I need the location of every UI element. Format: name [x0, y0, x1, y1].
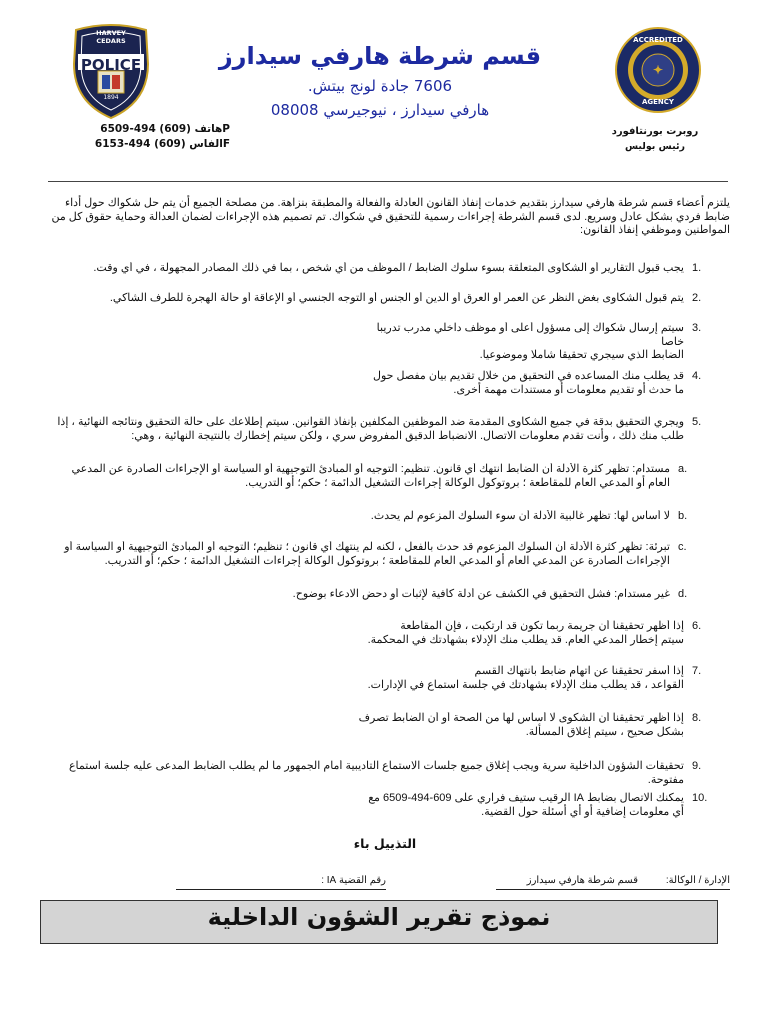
list-number: 2.: [692, 292, 702, 304]
list-text-line: إذا أظهر تحقيقنا أن الشكوى لا أساس لها من الصحة أو أن الضابط تصرف: [358, 712, 684, 724]
list-item-7: [314, 665, 714, 692]
list-text-line: ما حدث أو تقديم معلومات أو مستندات مهمة أخرى.: [453, 383, 684, 396]
address-line-2: هارفي سيدارز ، نيوجيرسي 08008: [270, 101, 490, 119]
list-text: يتم قبول الشكاوى بغض النظر عن العمر أو العرق أو الدين أو الجنس أو التوجه الجنسي أو الإعاقة أو حالة الهجرة للطرف الشاكي.: [109, 292, 684, 304]
department-agency-label: الإدارة / الوكالة:: [665, 875, 730, 886]
department-agency-field-line[interactable]: [496, 889, 730, 890]
sub-item-a: [56, 463, 696, 490]
sub-item-b: [56, 510, 696, 524]
list-text: يجب قبول التقارير أو الشكاوى المتعلقة بسوء سلوك الضابط / الموظف من أي شخص ، بما في ذلك المصادر المجهولة ، في أي وقت.: [93, 262, 684, 274]
sub-letter: c.: [678, 541, 687, 553]
list-item-10: [294, 792, 714, 819]
list-text-line: الضابط الذي سيجري تحقيقا شاملا وموضوعيا.: [479, 349, 684, 361]
list-number: 1.: [692, 262, 702, 274]
sub-item-c: [56, 541, 696, 568]
department-agency-value: قسم شرطة هارفي سيدارز: [526, 875, 638, 886]
sub-text: مستدام: تظهر كثرة الأدلة أن الضابط انتهك أي قانون. تنظيم: التوجيه أو المبادئ التوجيهية أو السياسة أو الإجراءات الصادرة عن المدعي العام أو المدعي العام للمقاطعة ؛ بروتوكول الوكالة إجراءات التشغيل الدائمة ؛ حكم؛ أو التدريب.: [71, 463, 670, 489]
list-text-line: سيتم إخطار المدعي العام. قد يطلب منك الإدلاء بشهادتك في المحكمة.: [367, 633, 684, 646]
list-text-line: يمكنك الاتصال بضابط IA الرقيب ستيف فراري على 609-494-6509 مع: [368, 792, 684, 804]
list-text-line: إذا أظهر تحقيقنا أن جريمة ربما تكون قد ارتكبت ، فإن المقاطعة: [400, 620, 684, 632]
badge-year: 1894: [103, 94, 119, 101]
header-divider: [48, 181, 728, 182]
sub-letter: d.: [678, 588, 688, 600]
list-text-line: بشكل صحيح ، سيتم إغلاق المسألة.: [525, 725, 684, 738]
list-number: 3.: [692, 322, 702, 334]
list-item-3: [354, 322, 714, 363]
list-text-line: قد يطلب منك المساعده في التحقيق من خلال تقديم بيان مفصل حول: [372, 370, 684, 382]
badge-police-word: POLICE: [80, 56, 142, 74]
list-text-line: إذا أسفر تحقيقنا عن اتهام ضابط بانتهاك القسم: [474, 665, 684, 677]
list-item-5: [44, 416, 714, 443]
list-item-4: [354, 370, 714, 397]
list-text: ويجري التحقيق بدقة في جميع الشكاوى المقدمة ضد الموظفين المكلفين بإنفاذ القوانين. سيتم إطلاعك على حالة التحقيق ونتائجه النهائية ، إذا طلب منك ذلك ، وأنت تقدم معلومات الاتصال. الانضباط الدقيق المفروض سري ، ولكن سيتم إخطارك بالنتيجة النهائية ، وهي:: [57, 416, 684, 442]
sub-letter: b.: [678, 510, 688, 522]
intro-paragraph: يلتزم أعضاء قسم شرطة هارفي سيدارز بتقديم خدمات إنفاذ القانون العادلة والفعالة والمطبقة بنزاهة. من مصلحة الجميع أن يتم حل شكواك حول أداء ضابط فردي بشكل عادل وسريع. لدى قسم الشرطة إجراءات رسمية للتحقيق في شكواك. تم تصميم هذه الإجراءات لضمان العدالة وحماية حقوق كل من المواطنين وموظفي إنفاذ القانون:: [51, 197, 730, 236]
list-number: 9.: [692, 760, 702, 772]
list-number: 4.: [692, 370, 702, 382]
chief-name: روبرت بورنتافورد: [611, 126, 699, 137]
appendix-title: التذييل باء: [353, 836, 417, 851]
ia-case-number-label: رقم القضية IA :: [321, 875, 386, 886]
list-item-1: [64, 262, 714, 276]
ia-case-number-field-line[interactable]: [176, 889, 386, 890]
list-number: 8.: [692, 712, 702, 724]
department-title: قسم شرطة هارفي سيدارز: [218, 42, 542, 70]
list-number: 10.: [692, 792, 708, 804]
list-number: 6.: [692, 620, 702, 632]
list-text-line: القواعد ، قد يطلب منك الإدلاء بشهادتك في جلسة استماع في الإدارات.: [367, 678, 684, 691]
chief-title: رئيس بوليس: [624, 141, 686, 152]
list-item-6: [314, 620, 714, 647]
sub-item-d: [56, 588, 696, 602]
fax-number: Fالفاس (609) 494-6153: [94, 138, 230, 150]
badge-top-text: HARVEY CEDARS: [96, 29, 126, 45]
list-number: 5.: [692, 416, 702, 428]
form-title: نموذج تقرير الشؤون الداخلية: [207, 903, 551, 931]
list-item-9: [44, 760, 714, 787]
sub-letter: a.: [678, 463, 688, 475]
list-number: 7.: [692, 665, 702, 677]
list-item-2: [64, 292, 714, 306]
list-item-8: [314, 712, 714, 739]
sub-text: تبرئة: تظهر كثرة الأدلة أن السلوك المزعوم قد حدث بالفعل ، لكنه لم ينتهك أي قانون ؛ تنظيم؛ التوجيه أو المبادئ التوجيهية أو السياسة أو الإجراءات الصادرة عن المدعي العام أو المدعي العام للمقاطعة ؛ بروتوكول الوكالة إجراءات التشغيل الدائمة ؛ حكم؛ أو التدريب.: [64, 541, 670, 567]
address-line-1: 7606 جادة لونج بيتش.: [307, 77, 453, 95]
seal-bottom-text: AGENCY: [641, 98, 674, 106]
list-text-line: أي معلومات إضافية أو أي أسئلة حول القضية.: [481, 805, 684, 818]
sub-text: غير مستدام: فشل التحقيق في الكشف عن أدلة كافية لإثبات أو دحض الادعاء بوضوح.: [292, 588, 670, 600]
seal-monogram: ✦: [652, 63, 664, 77]
phone-number: Pهاتف (609) 494-6509: [100, 123, 230, 135]
list-text: تحقيقات الشؤون الداخلية سرية ويجب إغلاق جميع جلسات الاستماع التأديبية أمام الجمهور ما لم يطلب الضابط المدعى عليه جلسة استماع مفتوحة.: [68, 760, 684, 786]
list-text-line: سيتم إرسال شكواك إلى مسؤول أعلى أو موظف داخلي مدرب تدريبا خاصا: [376, 322, 684, 348]
seal-top-text: ACCREDITED: [633, 36, 683, 44]
sub-text: لا أساس لها: تظهر غالبية الأدلة أن سوء السلوك المزعوم لم يحدث.: [370, 510, 670, 522]
